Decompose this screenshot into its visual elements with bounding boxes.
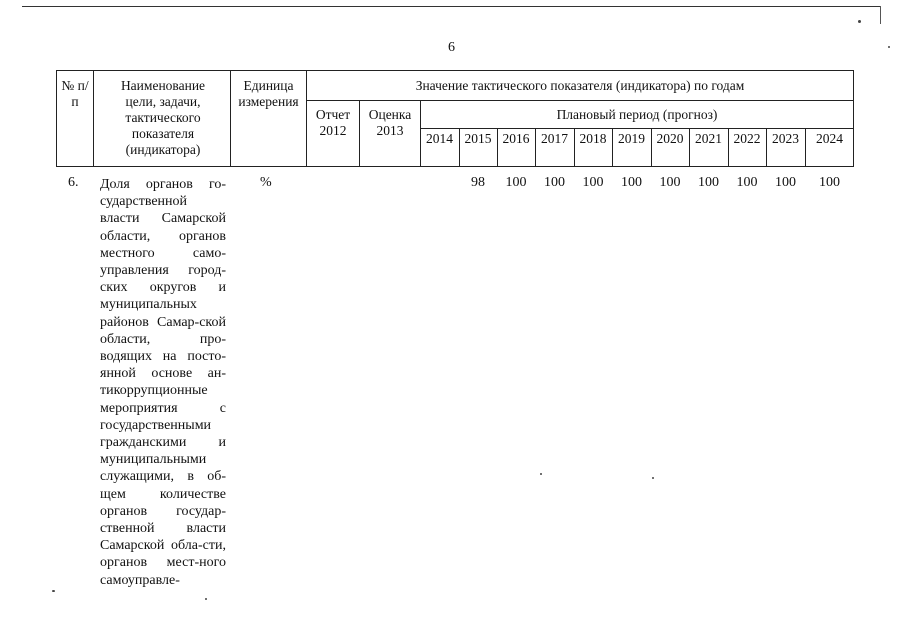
- scan-speck: [888, 46, 890, 48]
- value-2022: 100: [736, 175, 758, 190]
- header-year-2018: 2018: [579, 131, 607, 146]
- row-unit: %: [260, 175, 272, 190]
- header-year-2021: 2021: [695, 131, 722, 146]
- value-2017: 100: [544, 175, 565, 190]
- value-2024: 100: [819, 175, 840, 190]
- top-border-line: [22, 6, 880, 7]
- header-year-2019: 2019: [618, 131, 645, 146]
- value-2019: 100: [621, 175, 642, 190]
- header-estimate-label: Оценка 2013: [368, 107, 412, 138]
- scan-speck: [540, 473, 542, 475]
- right-border-line: [880, 6, 881, 24]
- header-unit-label: Единица измерения: [238, 78, 299, 109]
- value-2023: 100: [775, 175, 796, 190]
- value-2020: 100: [659, 175, 681, 190]
- header-year-2014: 2014: [426, 131, 453, 146]
- row-number: 6.: [68, 175, 79, 190]
- value-2021: 100: [698, 175, 719, 190]
- header-name-label: Наименование цели, задачи, тактического показателя (индикатора): [120, 78, 206, 157]
- header-year-2015: 2015: [464, 131, 492, 146]
- value-2018: 100: [582, 175, 604, 190]
- page-number: 6: [448, 40, 455, 55]
- scan-speck: [858, 20, 861, 23]
- scan-speck: [52, 590, 55, 592]
- header-year-2024: 2024: [816, 131, 843, 146]
- header-planned-label: Плановый период (прогноз): [556, 107, 718, 122]
- indicator-name: Доля органов го-сударственной власти Самарской области, органов местного само-управления город-ских округов и муниципальных районов Самар-ской области, про-водящих на посто-янной основе ан-тикоррупционные мероприятия с государственными гражданскими и муниципальными служащими, в об-щем количестве органов государ-ственной власти Самарской обла-сти, органов мест-ного самоуправле-: [100, 177, 226, 588]
- scan-speck: [652, 477, 654, 479]
- scan-speck: [205, 598, 207, 600]
- header-year-2017: 2017: [541, 131, 568, 146]
- value-2016: 100: [505, 175, 527, 190]
- header-report-label: Отчет 2012: [315, 107, 351, 138]
- header-year-2023: 2023: [772, 131, 799, 146]
- header-year-2016: 2016: [502, 131, 530, 146]
- value-2015: 98: [471, 175, 485, 190]
- header-number-label: № п/п: [61, 78, 89, 109]
- header-year-2022: 2022: [733, 131, 761, 146]
- header-year-2020: 2020: [656, 131, 684, 146]
- header-values-group-label: Значение тактического показателя (индикатора) по годам: [415, 78, 745, 93]
